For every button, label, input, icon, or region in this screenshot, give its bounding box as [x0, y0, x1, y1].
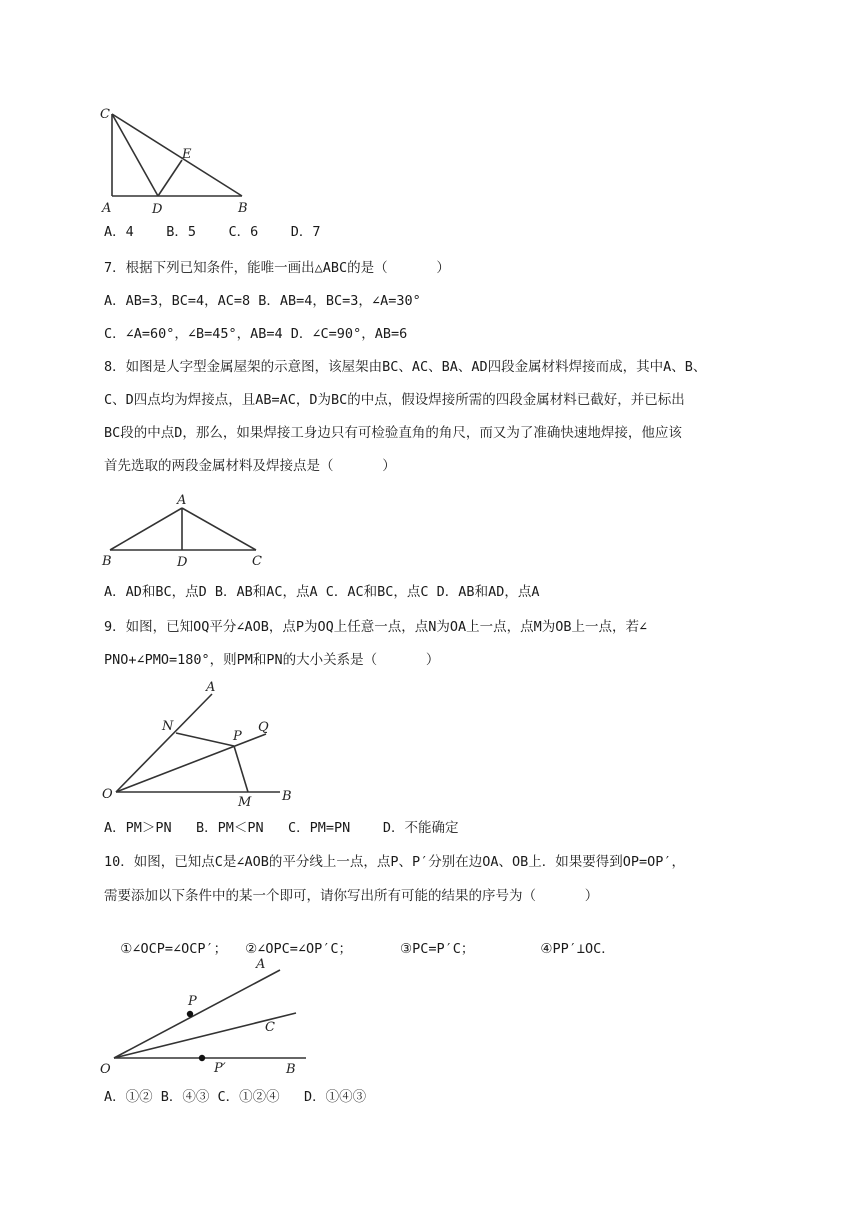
- condition-2: ②∠OPC=∠OP′C；: [245, 941, 353, 957]
- q8-stem-1: 8．如图是人字型金属屋架的示意图，该屋架由BC、AC、BA、AD四段金属材料焊接而成，其中A、B、: [104, 359, 707, 375]
- label-b: B: [238, 201, 248, 216]
- label-d: D: [177, 555, 188, 570]
- q7-options-2: C．∠A=60°，∠B=45°，AB=4 D．∠C=90°，AB=6: [104, 326, 408, 342]
- label-c: C: [100, 107, 110, 122]
- label-c: C: [252, 554, 262, 569]
- q7-stem: 7．根据下列已知条件，能唯一画出△ABC的是（ ）: [104, 260, 450, 276]
- q9-stem-1: 9．如图，已知OQ平分∠AOB，点P为OQ上任意一点，点N为OA上一点，点M为OB上一点，若∠: [104, 619, 648, 635]
- q9-options: A．PM＞PN B．PM＜PN C．PM=PN D．不能确定: [104, 820, 459, 836]
- q8-stem-3: BC段的中点D，那么，如果焊接工身边只有可检验直角的角尺，而又为了准确快速地焊接，他应该: [104, 425, 682, 441]
- label-a: A: [102, 201, 112, 216]
- q8-stem-4: 首先选取的两段金属材料及焊接点是（ ）: [104, 458, 396, 474]
- q10-stem-2: 需要添加以下条件中的某一个即可，请你写出所有可能的结果的序号为（ ）: [104, 888, 599, 904]
- label-b: B: [102, 554, 112, 569]
- label-q: Q: [258, 720, 269, 735]
- condition-3: ③PC=P′C；: [400, 941, 475, 957]
- segment-np: [176, 733, 234, 746]
- figure-q8-roof-truss: [100, 494, 270, 574]
- segment-ac: [182, 508, 256, 550]
- label-p: P: [233, 729, 242, 744]
- label-n: N: [162, 719, 174, 734]
- label-d: D: [152, 202, 163, 217]
- label-b: B: [282, 789, 292, 804]
- ray-oa: [114, 970, 280, 1058]
- q7-options-1: A．AB=3，BC=4，AC=8 B．AB=4，BC=3，∠A=30°: [104, 293, 421, 309]
- segment-cd: [112, 114, 158, 196]
- q10-options: A．①② B．④③ C．①②④ D．①④③: [104, 1089, 367, 1105]
- q8-options: A．AD和BC，点D B．AB和AC，点A C．AC和BC，点C D．AB和AD，点A: [104, 584, 540, 600]
- label-p-prime: P′: [214, 1061, 226, 1076]
- ray-oq: [116, 734, 266, 792]
- segment-cb: [112, 114, 242, 196]
- figure-q6-triangle: [100, 102, 260, 217]
- label-c: C: [265, 1020, 275, 1035]
- point-p-prime: [199, 1055, 205, 1061]
- label-p: P: [188, 994, 197, 1009]
- q6-options: A．4 B．5 C．6 D．7: [104, 224, 321, 240]
- label-m: M: [238, 795, 252, 810]
- condition-1: ①∠OCP=∠OCP′；: [120, 941, 228, 957]
- segment-de: [158, 160, 182, 196]
- figure-q10-angle: [100, 952, 315, 1077]
- label-a: A: [206, 680, 216, 695]
- segment-ab: [110, 508, 182, 550]
- label-a: A: [177, 493, 187, 508]
- segment-pm: [234, 746, 248, 792]
- label-a: A: [256, 957, 266, 972]
- q9-stem-2: PNO+∠PMO=180°，则PM和PN的大小关系是（ ）: [104, 652, 440, 668]
- point-p: [187, 1011, 193, 1017]
- figure-q9-angle-bisector: [100, 678, 300, 808]
- condition-4: ④PP′⊥OC．: [540, 941, 615, 957]
- q10-stem-1: 10．如图，已知点C是∠AOB的平分线上一点，点P、P′分别在边OA、OB上．如果要得到OP=OP′，: [104, 854, 686, 870]
- ray-oa: [116, 694, 212, 792]
- label-o: O: [102, 787, 113, 802]
- label-o: O: [100, 1062, 111, 1077]
- q8-stem-2: C、D四点均为焊接点，且AB=AC，D为BC的中点，假设焊接所需的四段金属材料已截好，并已标出: [104, 392, 685, 408]
- label-b: B: [286, 1062, 296, 1077]
- label-e: E: [182, 147, 192, 162]
